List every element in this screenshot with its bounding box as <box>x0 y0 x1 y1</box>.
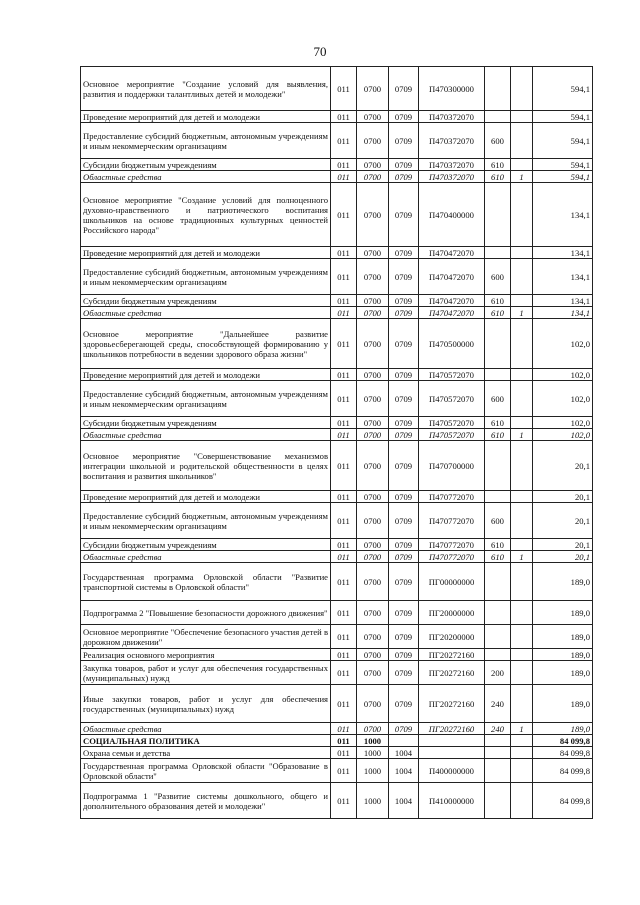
ministry-code-cell: 011 <box>331 551 357 563</box>
expense-name-cell: Основное мероприятие "Дальнейшее развитие здоровьесберегающей среды, способствующей формированию у школьников потребности в ведении здорового образа жизни" <box>81 319 331 369</box>
section-code-cell: 0700 <box>357 539 389 551</box>
target-article-cell: П470472070 <box>419 247 485 259</box>
table-row <box>81 123 593 159</box>
expense-type-cell <box>485 67 511 111</box>
target-article-cell: П470772070 <box>419 551 485 563</box>
table-row <box>81 259 593 295</box>
expense-name-cell: Проведение мероприятий для детей и молодежи <box>81 111 331 123</box>
subsection-code-cell: 0709 <box>389 563 419 601</box>
section-code-cell: 0700 <box>357 551 389 563</box>
subsection-code-cell: 0709 <box>389 369 419 381</box>
subsection-code-cell: 0709 <box>389 491 419 503</box>
expense-name-cell: Предоставление субсидий бюджетным, автономным учреждениям и иным некоммерческим организациям <box>81 503 331 539</box>
subsection-code-cell: 0709 <box>389 111 419 123</box>
ministry-code-cell: 011 <box>331 123 357 159</box>
expense-type-cell <box>485 783 511 819</box>
subsection-code-cell: 0709 <box>389 441 419 491</box>
ministry-code-cell: 011 <box>331 381 357 417</box>
table-row <box>81 685 593 723</box>
section-code-cell: 0700 <box>357 661 389 685</box>
amount-cell: 189,0 <box>533 563 593 601</box>
expense-type-cell <box>485 441 511 491</box>
section-code-cell: 0700 <box>357 601 389 625</box>
funding-source-cell <box>511 625 533 649</box>
funding-source-cell <box>511 159 533 171</box>
subsection-code-cell: 1004 <box>389 783 419 819</box>
section-code-cell: 0700 <box>357 123 389 159</box>
subsection-code-cell: 0709 <box>389 67 419 111</box>
expense-type-cell <box>485 563 511 601</box>
ministry-code-cell: 011 <box>331 661 357 685</box>
section-code-cell: 0700 <box>357 723 389 735</box>
expense-name-cell: Областные средства <box>81 429 331 441</box>
amount-cell: 189,0 <box>533 649 593 661</box>
table-row <box>81 247 593 259</box>
expense-type-cell <box>485 319 511 369</box>
ministry-code-cell: 011 <box>331 429 357 441</box>
target-article-cell: П470372070 <box>419 111 485 123</box>
section-code-cell: 0700 <box>357 295 389 307</box>
table-row <box>81 563 593 601</box>
funding-source-cell <box>511 111 533 123</box>
expense-name-cell: Предоставление субсидий бюджетным, автономным учреждениям и иным некоммерческим организациям <box>81 259 331 295</box>
table-row <box>81 319 593 369</box>
amount-cell: 84 099,8 <box>533 735 593 747</box>
section-code-cell: 0700 <box>357 625 389 649</box>
subsection-code-cell <box>389 735 419 747</box>
amount-cell: 84 099,8 <box>533 783 593 819</box>
expense-type-cell: 610 <box>485 159 511 171</box>
ministry-code-cell: 011 <box>331 441 357 491</box>
table-row <box>81 491 593 503</box>
expense-type-cell <box>485 747 511 759</box>
expense-name-cell: Проведение мероприятий для детей и молодежи <box>81 369 331 381</box>
section-code-cell: 0700 <box>357 369 389 381</box>
funding-source-cell <box>511 661 533 685</box>
funding-source-cell <box>511 539 533 551</box>
amount-cell: 102,0 <box>533 417 593 429</box>
expense-name-cell: Областные средства <box>81 551 331 563</box>
expense-name-cell: Областные средства <box>81 723 331 735</box>
expense-name-cell: Предоставление субсидий бюджетным, автономным учреждениям и иным некоммерческим организациям <box>81 123 331 159</box>
expense-type-cell <box>485 247 511 259</box>
funding-source-cell <box>511 747 533 759</box>
section-code-cell: 0700 <box>357 381 389 417</box>
amount-cell: 189,0 <box>533 723 593 735</box>
subsection-code-cell: 0709 <box>389 429 419 441</box>
table-body <box>81 67 593 819</box>
amount-cell: 102,0 <box>533 381 593 417</box>
expense-name-cell: Проведение мероприятий для детей и молодежи <box>81 247 331 259</box>
table-row <box>81 171 593 183</box>
target-article-cell: П470772070 <box>419 503 485 539</box>
ministry-code-cell: 011 <box>331 67 357 111</box>
expense-type-cell: 600 <box>485 381 511 417</box>
expense-name-cell: Областные средства <box>81 171 331 183</box>
target-article-cell: П400000000 <box>419 759 485 783</box>
table-row <box>81 503 593 539</box>
amount-cell: 189,0 <box>533 601 593 625</box>
ministry-code-cell: 011 <box>331 307 357 319</box>
subsection-code-cell: 0709 <box>389 649 419 661</box>
amount-cell: 102,0 <box>533 369 593 381</box>
expense-name-cell: Областные средства <box>81 307 331 319</box>
section-code-cell: 1000 <box>357 735 389 747</box>
section-code-cell: 0700 <box>357 503 389 539</box>
ministry-code-cell: 011 <box>331 601 357 625</box>
table-row <box>81 369 593 381</box>
table-row <box>81 381 593 417</box>
funding-source-cell: 1 <box>511 429 533 441</box>
table-row <box>81 307 593 319</box>
expense-name-cell: СОЦИАЛЬНАЯ ПОЛИТИКА <box>81 735 331 747</box>
subsection-code-cell: 0709 <box>389 295 419 307</box>
amount-cell: 189,0 <box>533 685 593 723</box>
subsection-code-cell: 0709 <box>389 319 419 369</box>
funding-source-cell: 1 <box>511 551 533 563</box>
subsection-code-cell: 0709 <box>389 159 419 171</box>
table-row <box>81 67 593 111</box>
amount-cell: 20,1 <box>533 441 593 491</box>
ministry-code-cell: 011 <box>331 491 357 503</box>
table-row <box>81 661 593 685</box>
target-article-cell: П470572070 <box>419 369 485 381</box>
expense-name-cell: Основное мероприятие "Создание условий для полноценного духовно-нравственного и патриотического воспитания школьников на основе традиционных культурных ценностей Российского народа" <box>81 183 331 247</box>
section-code-cell: 0700 <box>357 183 389 247</box>
ministry-code-cell: 011 <box>331 539 357 551</box>
target-article-cell: П470372070 <box>419 171 485 183</box>
target-article-cell: П470372070 <box>419 159 485 171</box>
section-code-cell: 0700 <box>357 685 389 723</box>
expense-name-cell: Субсидии бюджетным учреждениям <box>81 159 331 171</box>
subsection-code-cell: 0709 <box>389 723 419 735</box>
amount-cell: 189,0 <box>533 661 593 685</box>
expense-type-cell: 600 <box>485 123 511 159</box>
target-article-cell: ПГ20272160 <box>419 661 485 685</box>
funding-source-cell <box>511 783 533 819</box>
subsection-code-cell: 0709 <box>389 247 419 259</box>
section-code-cell: 0700 <box>357 491 389 503</box>
target-article-cell: П470472070 <box>419 259 485 295</box>
amount-cell: 594,1 <box>533 67 593 111</box>
section-code-cell: 0700 <box>357 417 389 429</box>
expense-type-cell <box>485 369 511 381</box>
ministry-code-cell: 011 <box>331 111 357 123</box>
expense-name-cell: Основное мероприятие "Обеспечение безопасного участия детей в дорожном движении" <box>81 625 331 649</box>
funding-source-cell <box>511 503 533 539</box>
table-row <box>81 295 593 307</box>
table-row <box>81 111 593 123</box>
table-row <box>81 441 593 491</box>
ministry-code-cell: 011 <box>331 319 357 369</box>
funding-source-cell <box>511 649 533 661</box>
expense-type-cell: 240 <box>485 685 511 723</box>
target-article-cell: ПГ20000000 <box>419 601 485 625</box>
expense-name-cell: Государственная программа Орловской области "Образование в Орловской области" <box>81 759 331 783</box>
table-row <box>81 759 593 783</box>
funding-source-cell <box>511 183 533 247</box>
target-article-cell: П410000000 <box>419 783 485 819</box>
expense-type-cell: 600 <box>485 503 511 539</box>
section-code-cell: 0700 <box>357 319 389 369</box>
target-article-cell: П470772070 <box>419 539 485 551</box>
section-code-cell: 0700 <box>357 441 389 491</box>
expense-name-cell: Государственная программа Орловской области "Развитие транспортной системы в Орловской области" <box>81 563 331 601</box>
expense-name-cell: Иные закупки товаров, работ и услуг для обеспечения государственных (муниципальных) нужд <box>81 685 331 723</box>
target-article-cell: ПГ20272160 <box>419 649 485 661</box>
subsection-code-cell: 0709 <box>389 417 419 429</box>
target-article-cell: П470372070 <box>419 123 485 159</box>
table-row <box>81 735 593 747</box>
section-code-cell: 0700 <box>357 171 389 183</box>
table-row <box>81 159 593 171</box>
expense-type-cell: 200 <box>485 661 511 685</box>
amount-cell: 20,1 <box>533 551 593 563</box>
expense-name-cell: Субсидии бюджетным учреждениям <box>81 295 331 307</box>
expense-type-cell: 610 <box>485 429 511 441</box>
subsection-code-cell: 0709 <box>389 123 419 159</box>
amount-cell: 594,1 <box>533 159 593 171</box>
expense-type-cell <box>485 759 511 783</box>
ministry-code-cell: 011 <box>331 183 357 247</box>
subsection-code-cell: 0709 <box>389 183 419 247</box>
expense-name-cell: Основное мероприятие "Создание условий для выявления, развития и поддержки талантливых детей и молодежи" <box>81 67 331 111</box>
amount-cell: 102,0 <box>533 319 593 369</box>
subsection-code-cell: 0709 <box>389 171 419 183</box>
expense-name-cell: Основное мероприятие "Совершенствование механизмов интеграции школьной и родительской общественности в целях воспитания и развития школьников" <box>81 441 331 491</box>
target-article-cell: П470472070 <box>419 295 485 307</box>
funding-source-cell <box>511 247 533 259</box>
ministry-code-cell: 011 <box>331 625 357 649</box>
amount-cell: 84 099,8 <box>533 759 593 783</box>
ministry-code-cell: 011 <box>331 159 357 171</box>
ministry-code-cell: 011 <box>331 369 357 381</box>
expense-type-cell: 600 <box>485 259 511 295</box>
subsection-code-cell: 0709 <box>389 259 419 295</box>
amount-cell: 102,0 <box>533 429 593 441</box>
amount-cell: 134,1 <box>533 295 593 307</box>
subsection-code-cell: 0709 <box>389 601 419 625</box>
expense-name-cell: Охрана семьи и детства <box>81 747 331 759</box>
funding-source-cell <box>511 259 533 295</box>
table-row <box>81 539 593 551</box>
funding-source-cell <box>511 319 533 369</box>
funding-source-cell <box>511 123 533 159</box>
target-article-cell: П470400000 <box>419 183 485 247</box>
target-article-cell: П470500000 <box>419 319 485 369</box>
expense-name-cell: Реализация основного мероприятия <box>81 649 331 661</box>
budget-table <box>80 66 593 819</box>
amount-cell: 20,1 <box>533 503 593 539</box>
expense-type-cell <box>485 649 511 661</box>
target-article-cell: ПГ20200000 <box>419 625 485 649</box>
target-article-cell: П470772070 <box>419 491 485 503</box>
table-row <box>81 183 593 247</box>
funding-source-cell <box>511 67 533 111</box>
table-row <box>81 625 593 649</box>
funding-source-cell <box>511 601 533 625</box>
table-row <box>81 601 593 625</box>
expense-type-cell: 610 <box>485 417 511 429</box>
expense-type-cell <box>485 601 511 625</box>
funding-source-cell <box>511 417 533 429</box>
subsection-code-cell: 1004 <box>389 759 419 783</box>
ministry-code-cell: 011 <box>331 417 357 429</box>
section-code-cell: 0700 <box>357 649 389 661</box>
subsection-code-cell: 0709 <box>389 381 419 417</box>
section-code-cell: 0700 <box>357 259 389 295</box>
funding-source-cell <box>511 735 533 747</box>
amount-cell: 594,1 <box>533 171 593 183</box>
expense-type-cell: 240 <box>485 723 511 735</box>
amount-cell: 84 099,8 <box>533 747 593 759</box>
amount-cell: 134,1 <box>533 183 593 247</box>
amount-cell: 20,1 <box>533 539 593 551</box>
section-code-cell: 1000 <box>357 759 389 783</box>
funding-source-cell: 1 <box>511 171 533 183</box>
section-code-cell: 1000 <box>357 783 389 819</box>
ministry-code-cell: 011 <box>331 171 357 183</box>
ministry-code-cell: 011 <box>331 259 357 295</box>
ministry-code-cell: 011 <box>331 685 357 723</box>
section-code-cell: 0700 <box>357 307 389 319</box>
ministry-code-cell: 011 <box>331 723 357 735</box>
ministry-code-cell: 011 <box>331 747 357 759</box>
funding-source-cell <box>511 759 533 783</box>
target-article-cell <box>419 735 485 747</box>
ministry-code-cell: 011 <box>331 503 357 539</box>
expense-type-cell: 610 <box>485 307 511 319</box>
subsection-code-cell: 0709 <box>389 503 419 539</box>
expense-type-cell <box>485 491 511 503</box>
funding-source-cell <box>511 563 533 601</box>
subsection-code-cell: 0709 <box>389 661 419 685</box>
target-article-cell: П470472070 <box>419 307 485 319</box>
expense-name-cell: Субсидии бюджетным учреждениям <box>81 539 331 551</box>
expense-name-cell: Предоставление субсидий бюджетным, автономным учреждениям и иным некоммерческим организациям <box>81 381 331 417</box>
expense-name-cell: Проведение мероприятий для детей и молодежи <box>81 491 331 503</box>
funding-source-cell <box>511 685 533 723</box>
funding-source-cell: 1 <box>511 723 533 735</box>
funding-source-cell <box>511 441 533 491</box>
target-article-cell: П470700000 <box>419 441 485 491</box>
table-row <box>81 551 593 563</box>
expense-type-cell <box>485 735 511 747</box>
subsection-code-cell: 1004 <box>389 747 419 759</box>
funding-source-cell <box>511 369 533 381</box>
funding-source-cell <box>511 381 533 417</box>
section-code-cell: 0700 <box>357 563 389 601</box>
table-row <box>81 783 593 819</box>
page-number: 70 <box>313 44 327 59</box>
amount-cell: 134,1 <box>533 247 593 259</box>
expense-type-cell: 610 <box>485 295 511 307</box>
target-article-cell: П470572070 <box>419 429 485 441</box>
expense-type-cell: 610 <box>485 539 511 551</box>
table-row <box>81 417 593 429</box>
target-article-cell: ПГ20272160 <box>419 723 485 735</box>
amount-cell: 189,0 <box>533 625 593 649</box>
target-article-cell: ПГ00000000 <box>419 563 485 601</box>
ministry-code-cell: 011 <box>331 247 357 259</box>
amount-cell: 134,1 <box>533 259 593 295</box>
section-code-cell: 0700 <box>357 247 389 259</box>
ministry-code-cell: 011 <box>331 649 357 661</box>
section-code-cell: 1000 <box>357 747 389 759</box>
table-row <box>81 747 593 759</box>
amount-cell: 594,1 <box>533 123 593 159</box>
amount-cell: 134,1 <box>533 307 593 319</box>
expense-name-cell: Подпрограмма 1 "Развитие системы дошкольного, общего и дополнительного образования детей и молодежи" <box>81 783 331 819</box>
expense-name-cell: Закупка товаров, работ и услуг для обеспечения государственных (муниципальных) нужд <box>81 661 331 685</box>
expense-type-cell: 610 <box>485 171 511 183</box>
target-article-cell: ПГ20272160 <box>419 685 485 723</box>
subsection-code-cell: 0709 <box>389 551 419 563</box>
section-code-cell: 0700 <box>357 111 389 123</box>
subsection-code-cell: 0709 <box>389 307 419 319</box>
table-row <box>81 649 593 661</box>
target-article-cell <box>419 747 485 759</box>
section-code-cell: 0700 <box>357 159 389 171</box>
funding-source-cell <box>511 491 533 503</box>
table-row <box>81 723 593 735</box>
section-code-cell: 0700 <box>357 429 389 441</box>
target-article-cell: П470572070 <box>419 417 485 429</box>
amount-cell: 20,1 <box>533 491 593 503</box>
ministry-code-cell: 011 <box>331 295 357 307</box>
ministry-code-cell: 011 <box>331 563 357 601</box>
subsection-code-cell: 0709 <box>389 685 419 723</box>
ministry-code-cell: 011 <box>331 735 357 747</box>
expense-type-cell <box>485 111 511 123</box>
expense-name-cell: Субсидии бюджетным учреждениям <box>81 417 331 429</box>
expense-type-cell <box>485 183 511 247</box>
ministry-code-cell: 011 <box>331 759 357 783</box>
section-code-cell: 0700 <box>357 67 389 111</box>
target-article-cell: П470572070 <box>419 381 485 417</box>
funding-source-cell: 1 <box>511 307 533 319</box>
expense-type-cell <box>485 625 511 649</box>
ministry-code-cell: 011 <box>331 783 357 819</box>
subsection-code-cell: 0709 <box>389 625 419 649</box>
target-article-cell: П470300000 <box>419 67 485 111</box>
expense-name-cell: Подпрограмма 2 "Повышение безопасности дорожного движения" <box>81 601 331 625</box>
table-row <box>81 429 593 441</box>
expense-type-cell: 610 <box>485 551 511 563</box>
amount-cell: 594,1 <box>533 111 593 123</box>
subsection-code-cell: 0709 <box>389 539 419 551</box>
funding-source-cell <box>511 295 533 307</box>
